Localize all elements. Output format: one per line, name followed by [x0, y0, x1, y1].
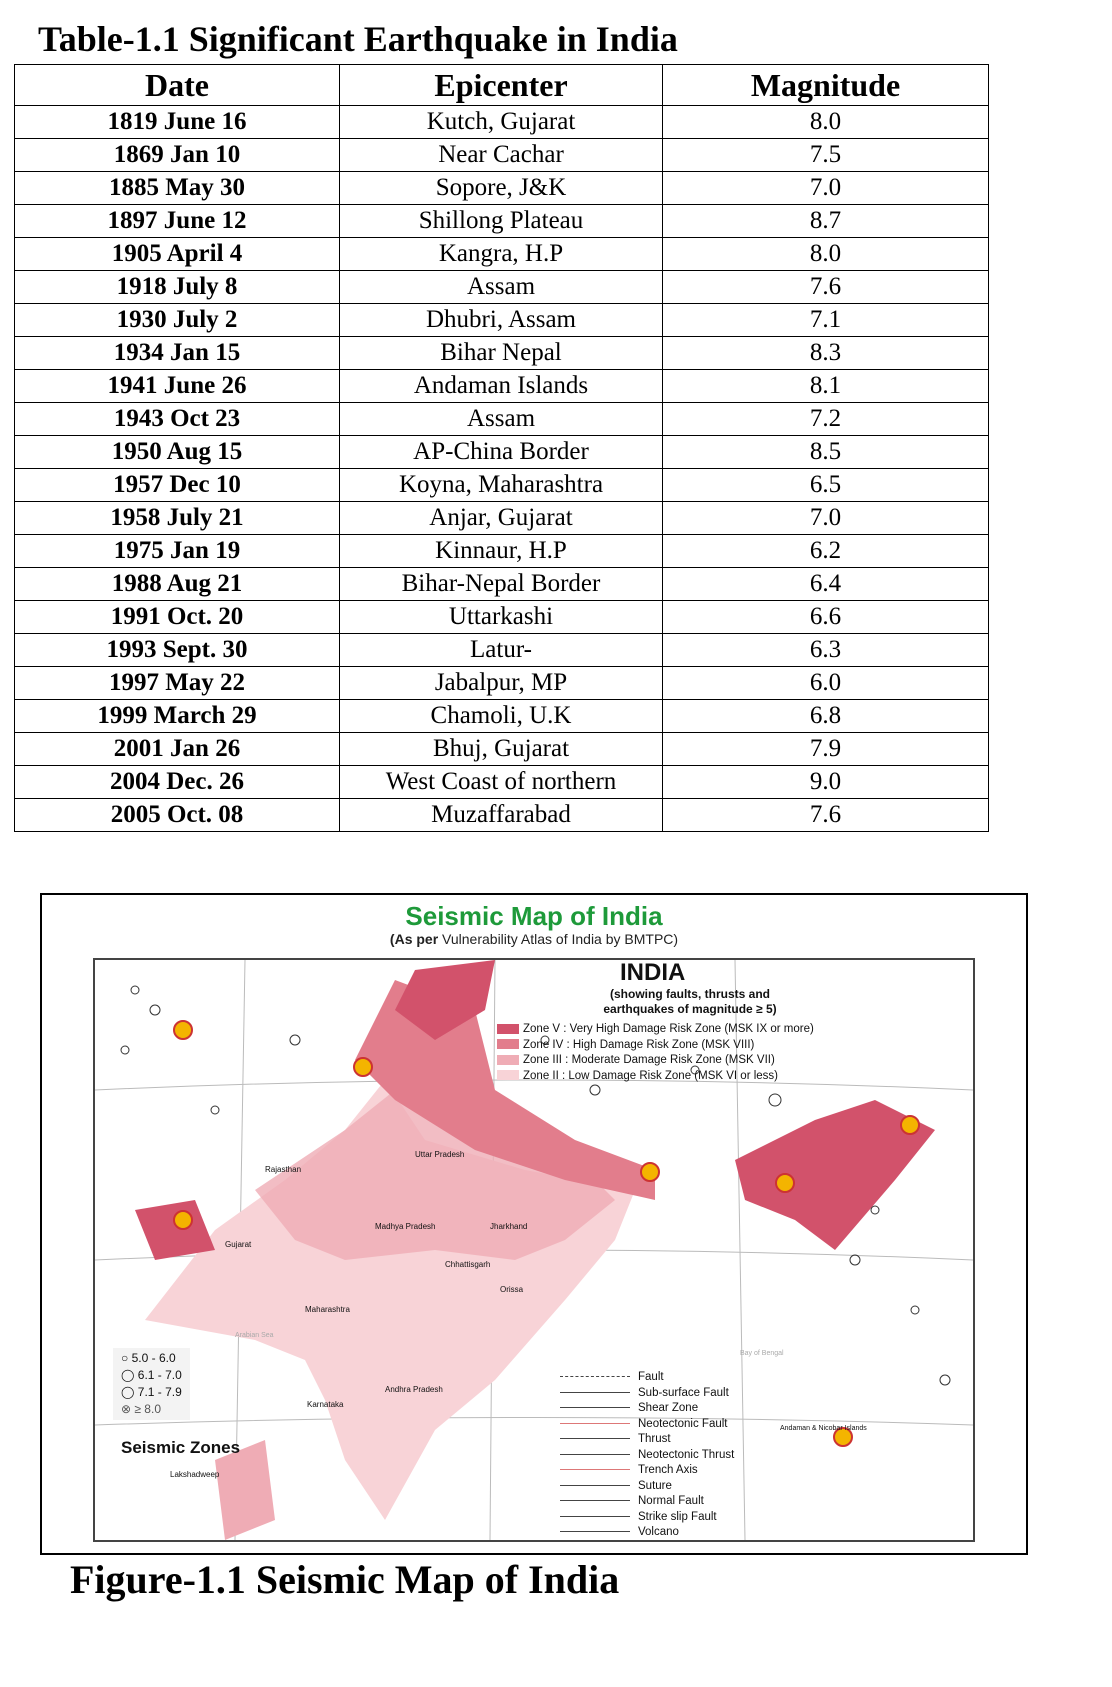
map-title: Seismic Map of India: [405, 901, 663, 931]
date-cell: 1897 June 12: [15, 205, 340, 238]
seismic-zones-label: Seismic Zones: [121, 1438, 241, 1457]
table-row: [15, 502, 989, 535]
fault-legend-item: [560, 1417, 734, 1433]
date-cell: 1918 July 8: [15, 271, 340, 304]
magnitude-cell: 7.6: [663, 799, 989, 832]
fault-label: Neotectonic Fault: [638, 1417, 728, 1430]
epicenter-cell: Uttarkashi: [340, 601, 663, 634]
magnitude-cell: 6.3: [663, 634, 989, 667]
zone-legend-item: [497, 1069, 814, 1085]
fault-label: Shear Zone: [638, 1402, 699, 1414]
zone-swatch: [497, 1039, 519, 1049]
figure-caption: Figure-1.1 Seismic Map of India: [70, 1557, 620, 1602]
table-row: [15, 733, 989, 766]
india-sub1: (showing faults, thrusts and: [609, 987, 770, 1001]
table-row: [15, 403, 989, 436]
date-cell: 1905 April 4: [15, 238, 340, 271]
date-cell: 2004 Dec. 26: [15, 766, 340, 799]
epicenter-cell: Chamoli, U.K: [340, 700, 663, 733]
table-row: [15, 106, 989, 139]
date-cell: 1934 Jan 15: [15, 337, 340, 370]
magnitude-cell: 8.0: [663, 106, 989, 139]
india-label: INDIA: [620, 959, 686, 986]
fault-legend-item: [560, 1479, 734, 1495]
epicenter-cell: Sopore, J&K: [340, 172, 663, 205]
zone-label: Zone IV : High Damage Risk Zone (MSK VIII): [523, 1038, 755, 1051]
mag-2-label: 6.1 - 7.0: [137, 1368, 182, 1382]
place-karnataka: Karnataka: [307, 1400, 344, 1409]
epicenter-cell: Shillong Plateau: [340, 205, 663, 238]
date-cell: 1999 March 29: [15, 700, 340, 733]
magnitude-cell: 8.7: [663, 205, 989, 238]
epicenter-cell: Anjar, Gujarat: [340, 502, 663, 535]
header-date: Date: [15, 65, 340, 106]
place-ap: Andhra Pradesh: [385, 1385, 443, 1394]
epicenter-cell: Bihar-Nepal Border: [340, 568, 663, 601]
fault-symbol: [560, 1516, 630, 1517]
fault-symbol: [560, 1485, 630, 1486]
fault-symbol: [560, 1438, 630, 1439]
epicenter-cell: Jabalpur, MP: [340, 667, 663, 700]
map-subtitle: [42, 931, 1026, 947]
date-cell: 1943 Oct 23: [15, 403, 340, 436]
zone-swatch: [497, 1024, 519, 1034]
table-row: [15, 337, 989, 370]
date-cell: 1819 June 16: [15, 106, 340, 139]
magnitude-cell: 8.1: [663, 370, 989, 403]
fault-label: Sub-surface Fault: [638, 1386, 729, 1399]
mag-4: ⊗ ≥ 8.0: [121, 1402, 161, 1416]
table-row: [15, 205, 989, 238]
date-cell: 1997 May 22: [15, 667, 340, 700]
date-cell: 1958 July 21: [15, 502, 340, 535]
fault-symbol: [560, 1500, 630, 1501]
place-maharashtra: Maharashtra: [305, 1305, 350, 1314]
header-epicenter: Epicenter: [340, 65, 663, 106]
fault-label: Trench Axis: [638, 1464, 698, 1476]
place-up: Uttar Pradesh: [415, 1150, 465, 1159]
epicenter-cell: Bhuj, Gujarat: [340, 733, 663, 766]
table-row: [15, 370, 989, 403]
mag-1-label: 5.0 - 6.0: [131, 1351, 176, 1365]
magnitude-cell: 7.2: [663, 403, 989, 436]
mag-1: ○ 5.0 - 6.0: [121, 1351, 176, 1365]
magnitude-cell: 7.5: [663, 139, 989, 172]
epicenter-cell: West Coast of northern: [340, 766, 663, 799]
fault-label: Thrust: [638, 1433, 671, 1445]
table-row: [15, 700, 989, 733]
fault-label: Suture: [638, 1479, 672, 1492]
magnitude-legend: [113, 1348, 190, 1420]
fault-symbol: [560, 1531, 630, 1532]
place-gujarat: Gujarat: [225, 1240, 252, 1249]
seismic-map-figure: [40, 893, 1028, 1555]
magnitude-cell: 7.6: [663, 271, 989, 304]
place-lakshadweep: Lakshadweep: [170, 1470, 220, 1479]
epicenter-cell: Assam: [340, 271, 663, 304]
place-bay-of-bengal: Bay of Bengal: [740, 1350, 784, 1357]
epicenter-cell: Koyna, Maharashtra: [340, 469, 663, 502]
epicenter-cell: Latur-: [340, 634, 663, 667]
table-row: [15, 469, 989, 502]
date-cell: 2001 Jan 26: [15, 733, 340, 766]
magnitude-cell: 7.0: [663, 172, 989, 205]
table-row: [15, 667, 989, 700]
place-jharkhand: Jharkhand: [490, 1222, 528, 1231]
fault-legend-item: [560, 1463, 734, 1479]
magnitude-cell: 7.9: [663, 733, 989, 766]
date-cell: 1988 Aug 21: [15, 568, 340, 601]
zone-label: Zone V : Very High Damage Risk Zone (MSK IX or more): [523, 1023, 814, 1035]
magnitude-cell: 8.0: [663, 238, 989, 271]
mag-3: ◯ 7.1 - 7.9: [121, 1385, 182, 1399]
zone-legend-item: [497, 1022, 814, 1038]
epicenter-cell: Andaman Islands: [340, 370, 663, 403]
table-row: [15, 535, 989, 568]
table-row: [15, 634, 989, 667]
india-sub2: earthquakes of magnitude ≥ 5): [603, 1002, 777, 1016]
table-row: [15, 766, 989, 799]
fault-symbol: [560, 1407, 630, 1408]
epicenter-cell: Muzaffarabad: [340, 799, 663, 832]
magnitude-cell: 8.5: [663, 436, 989, 469]
date-cell: 1991 Oct. 20: [15, 601, 340, 634]
table-row: [15, 799, 989, 832]
table-title: Table-1.1 Significant Earthquake in India: [38, 19, 678, 59]
date-cell: 1885 May 30: [15, 172, 340, 205]
table-row: [15, 601, 989, 634]
fault-symbol: [560, 1423, 630, 1424]
date-cell: 1930 July 2: [15, 304, 340, 337]
magnitude-cell: 8.3: [663, 337, 989, 370]
table-row: [15, 436, 989, 469]
table-row: [15, 172, 989, 205]
table-row: [15, 238, 989, 271]
epicenter-cell: Kutch, Gujarat: [340, 106, 663, 139]
mag-2: ◯ 6.1 - 7.0: [121, 1368, 182, 1382]
magnitude-cell: 6.0: [663, 667, 989, 700]
fault-symbol: [560, 1454, 630, 1455]
fault-label: Fault: [638, 1371, 664, 1383]
magnitude-cell: 7.0: [663, 502, 989, 535]
mag-4-label: ≥ 8.0: [134, 1402, 161, 1416]
fault-symbol: [560, 1469, 630, 1470]
place-rajasthan: Rajasthan: [265, 1165, 302, 1174]
epicenter-cell: Kinnaur, H.P: [340, 535, 663, 568]
date-cell: 1941 June 26: [15, 370, 340, 403]
place-mp: Madhya Pradesh: [375, 1222, 436, 1231]
fault-legend-item: [560, 1386, 734, 1402]
date-cell: 1950 Aug 15: [15, 436, 340, 469]
fault-label: Strike slip Fault: [638, 1510, 717, 1523]
date-cell: 1975 Jan 19: [15, 535, 340, 568]
fault-label: Volcano: [638, 1526, 679, 1538]
earthquake-table: [14, 64, 989, 832]
mag-3-label: 7.1 - 7.9: [137, 1385, 182, 1399]
fault-legend-item: [560, 1432, 734, 1448]
zone-swatch: [497, 1070, 519, 1080]
epicenter-cell: Near Cachar: [340, 139, 663, 172]
epicenter-cell: AP-China Border: [340, 436, 663, 469]
magnitude-cell: 9.0: [663, 766, 989, 799]
magnitude-cell: 7.1: [663, 304, 989, 337]
zone-legend-item: [497, 1053, 814, 1069]
magnitude-cell: 6.2: [663, 535, 989, 568]
date-cell: 1957 Dec 10: [15, 469, 340, 502]
fault-legend-item: [560, 1525, 734, 1541]
zone-swatch: [497, 1055, 519, 1065]
zone-legend: [497, 1022, 814, 1084]
table-row: [15, 271, 989, 304]
date-cell: 2005 Oct. 08: [15, 799, 340, 832]
fault-symbol: [560, 1392, 630, 1393]
header-magnitude: Magnitude: [663, 65, 989, 106]
table-row: [15, 139, 989, 172]
fault-legend-item: [560, 1448, 734, 1464]
zone-label: Zone II : Low Damage Risk Zone (MSK VI or less): [523, 1069, 779, 1082]
magnitude-cell: 6.5: [663, 469, 989, 502]
fault-legend-item: [560, 1401, 734, 1417]
magnitude-cell: 6.8: [663, 700, 989, 733]
epicenter-cell: Assam: [340, 403, 663, 436]
table-row: [15, 304, 989, 337]
fault-symbol: [560, 1376, 630, 1377]
magnitude-cell: 6.6: [663, 601, 989, 634]
fault-legend: [560, 1370, 734, 1541]
epicenter-cell: Dhubri, Assam: [340, 304, 663, 337]
fault-legend-item: [560, 1510, 734, 1526]
fault-label: Neotectonic Thrust: [638, 1448, 735, 1461]
subtitle-bold: (As per: [389, 931, 439, 947]
place-chhattisgarh: Chhattisgarh: [445, 1260, 491, 1269]
epicenter-cell: Kangra, H.P: [340, 238, 663, 271]
subtitle-text: Vulnerability Atlas of India by BMTPC): [442, 931, 679, 947]
epicenter-cell: Bihar Nepal: [340, 337, 663, 370]
fault-legend-item: [560, 1494, 734, 1510]
india-map: [93, 958, 975, 1542]
table-row: [15, 568, 989, 601]
date-cell: 1993 Sept. 30: [15, 634, 340, 667]
zone-legend-item: [497, 1038, 814, 1054]
place-arabian-sea: Arabian Sea: [235, 1332, 274, 1339]
fault-label: Normal Fault: [638, 1495, 704, 1507]
place-andaman: Andaman & Nicobar Islands: [780, 1425, 867, 1432]
place-orissa: Orissa: [500, 1285, 524, 1294]
date-cell: 1869 Jan 10: [15, 139, 340, 172]
magnitude-cell: 6.4: [663, 568, 989, 601]
fault-legend-item: [560, 1370, 734, 1386]
zone-label: Zone III : Moderate Damage Risk Zone (MSK VII): [523, 1054, 775, 1066]
